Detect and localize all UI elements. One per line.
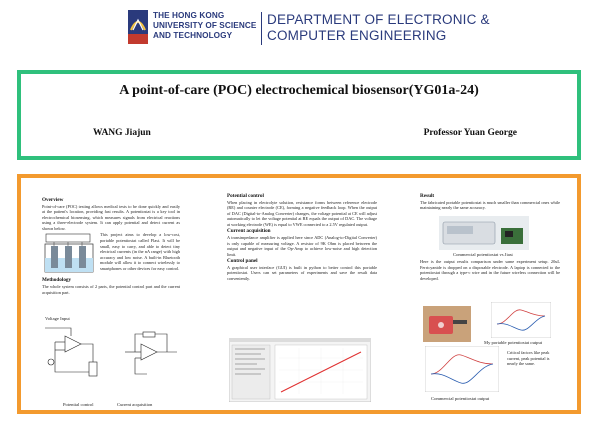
column-overview [42, 196, 180, 295]
university-line: THE HONG KONG [153, 11, 225, 20]
portable-potentiostat-cv-plot-icon [491, 302, 551, 338]
methodology-heading: Methodology [42, 277, 72, 284]
voltage-input-label: Voltage Input [45, 316, 70, 321]
caption-commercial-output: Commercial potentiostat output [431, 396, 490, 401]
methodology-text: The whole system consists of 2 parts, the potential control part and the current acquisition part. [42, 283, 180, 295]
header-divider [261, 12, 262, 45]
university-logo-icon [128, 10, 148, 44]
header [0, 0, 600, 64]
university-name [153, 11, 256, 41]
caption-current-acquisition: Current acquisition [117, 402, 153, 407]
department-line: COMPUTER ENGINEERING [267, 28, 447, 43]
potentiostat-cell-diagram-icon [42, 232, 97, 276]
current-acquisition-text: A transimpedance amplifier is applied here since ADC (Analog-to-Digital Converter) is only capable of measuring voltage. A resistor of 9K Ohm is placed between the output and negative input of the Op-Amp to achieve low-noise and high detection limit. [227, 234, 377, 257]
poster-title: A point-of-care (POC) electrochemical biosensor(YG01a-24) [119, 83, 479, 98]
result-note: Critical factors like peak current, peak potential is nearly the same. [507, 350, 550, 367]
overview-text: Point-of-care (POC) testing allows medical tests to be done quickly and easily at the patient's location, providing fast results. A potentiostat is a key tool in electrochemical biosensing, which measures signals from electrical reactions using a three-electrode system. It can apply potential and detect current as shown below. [42, 203, 180, 231]
supervisor-name: Professor Yuan George [423, 128, 517, 138]
caption-device-comparison: Commercial potentiostat vs Jiast [453, 252, 513, 257]
department-name [267, 12, 490, 44]
university-line: UNIVERSITY OF SCIENCE [153, 21, 257, 30]
current-acquisition-circuit-icon [121, 322, 183, 384]
current-acquisition-heading: Current acquisition [227, 228, 271, 235]
caption-portable-output: My portable potentiostat output [484, 340, 543, 345]
control-panel-heading: Control panel [227, 258, 258, 265]
potential-control-heading: Potential control [227, 193, 264, 199]
result-text: The fabricated portable potentiostat is much smaller than commercial ones while maintaining nearly the same accuracy. [420, 199, 560, 211]
column-methods [227, 192, 377, 282]
commercial-potentiostat-cv-plot-icon [425, 346, 499, 392]
university-line: AND TECHNOLOGY [153, 31, 233, 40]
column-result [420, 192, 560, 211]
result-heading: Result [420, 193, 435, 199]
experiment-setup-photo-icon [423, 306, 471, 342]
potential-control-text: When placing in electrolyte solution, resistance forms between reference electrode (RE) and counter electrode (CE), forming a negative feedback loop. When the output of DAC (Digital-to-Analog Converter) changes, the voltage potential at CE will adjust automatically to let the voltage potential at RE equals the output of DAC. The voltage at working electrode (WE) is equal to VWE connected to a 2.5V regulated output. [227, 199, 377, 227]
circuit-figures [41, 316, 183, 389]
title-frame [17, 70, 581, 160]
overview-text-2: This project aims to develop a low-cost, portable potentiostat called Flast. It will be small, easy to carry, and able to detect tiny electrical currents (in the nA range) with high accuracy and low noise. A built-in Bluetooth module will allow it to connect wirelessly to smartphones or other devices for easy control. [100, 232, 180, 272]
control-panel-text: A graphical user interface (GUI) is built in python to better control this portable potentiostat. Users can set parameters of experiments and save the result data conveniently. [227, 264, 377, 282]
potential-control-circuit-icon [41, 322, 111, 384]
author-name: WANG Jiajun [93, 128, 151, 138]
department-line: DEPARTMENT OF ELECTRONIC & [267, 12, 490, 27]
result-text-2-block [420, 259, 560, 281]
gui-screenshot-icon [229, 338, 371, 402]
caption-potential-control: Potential control [63, 402, 94, 407]
overview-heading: Overview [42, 197, 64, 203]
device-comparison-photo-icon [439, 216, 529, 250]
content-frame [17, 174, 581, 414]
result-text-2: Here is the output results comparison under same experiment setup. 20uL Ferricyanide is dropped on a disposable electrode. A laptop is connected to the potentiostat through a type-c wire and in the future wireless connection will be developed. [420, 259, 560, 281]
note-block [507, 350, 555, 367]
